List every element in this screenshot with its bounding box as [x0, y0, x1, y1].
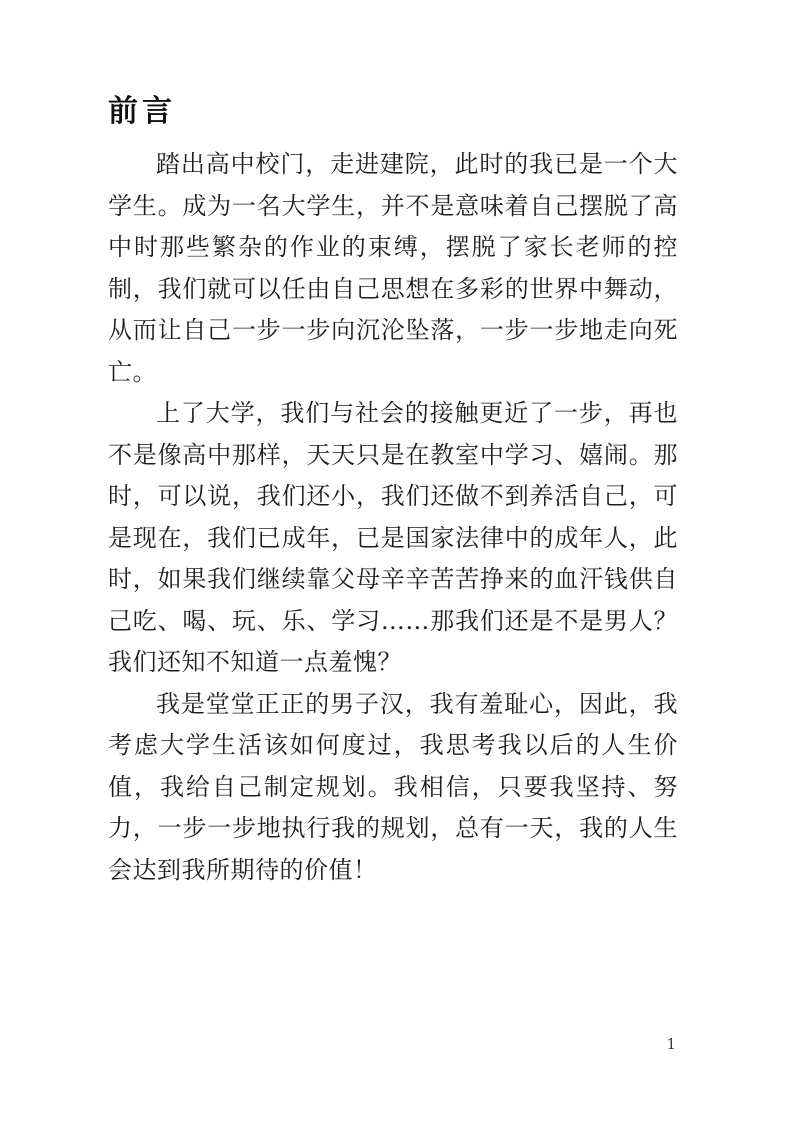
page-title: 前言 [108, 94, 176, 129]
document-body [108, 144, 678, 891]
paragraph-2: 上了大学，我们与社会的接触更近了一步，再也不是像高中那样，天天只是在教室中学习、嬉闹。那时，可以说，我们还小，我们还做不到养活自己，可是现在，我们已成年，已是国家法律中的成年人，此时，如果我们继续靠父母辛辛苦苦挣来的血汗钱供自己吃、喝、玩、乐、学习……那我们还是不是男人？我们还知不知道一点羞愧？ [108, 399, 678, 676]
page-footer [108, 1034, 676, 1053]
paragraph-3: 我是堂堂正正的男子汉，我有羞耻心，因此，我考虑大学生活该如何度过，我思考我以后的人生价值，我给自己制定规划。我相信，只要我坚持、努力，一步一步地执行我的规划，总有一天，我的人生会达到我所期待的价值！ [108, 689, 678, 884]
page-number: 1 [666, 1035, 676, 1053]
paragraph-1: 踏出高中校门，走进建院，此时的我已是一个大学生。成为一名大学生，并不是意味着自己摆脱了高中时那些繁杂的作业的束缚，摆脱了家长老师的控制，我们就可以任由自己思想在多彩的世界中舞动，从而让自己一步一步向沉沦坠落，一步一步地走向死亡。 [108, 150, 678, 386]
